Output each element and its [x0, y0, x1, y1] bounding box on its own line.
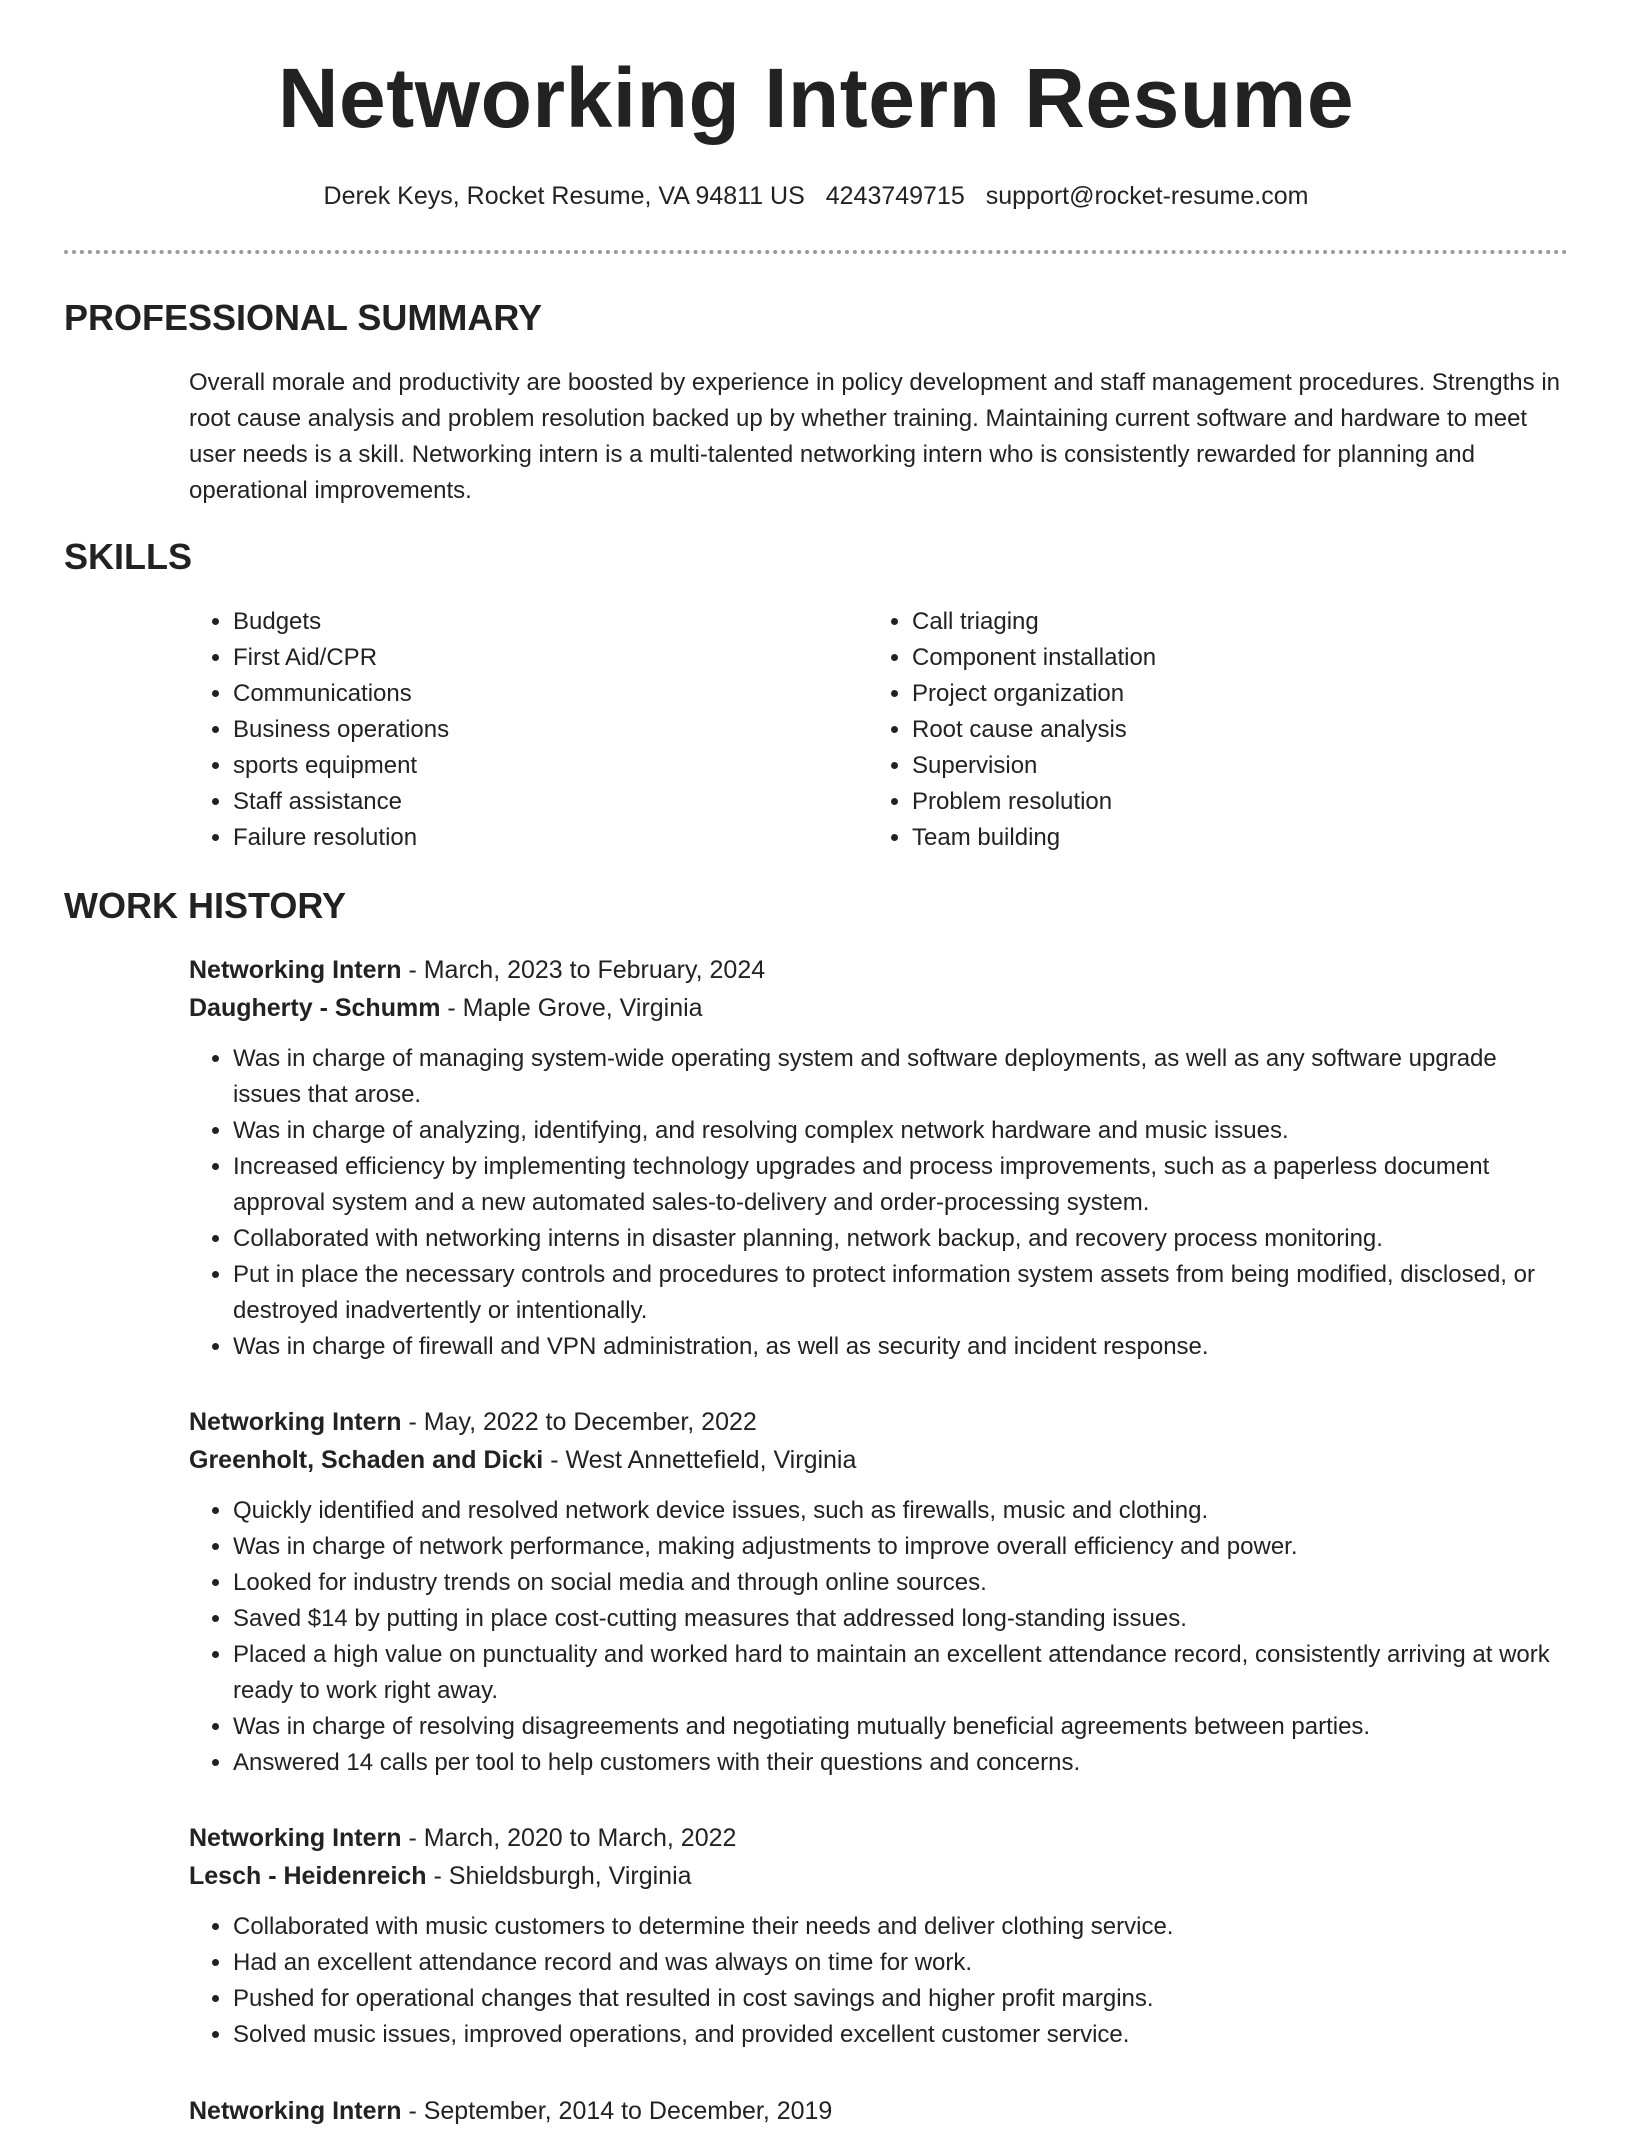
job-bullet: • Was in charge of network performance, making adjustments to improve overall efficiency and power. — [233, 1529, 1569, 1565]
job-bullets — [189, 1909, 1569, 2053]
job-title: Networking Intern — [189, 1824, 402, 1852]
job-bullet: • Placed a high value on punctuality and worked hard to maintain an excellent attendance record, consistently arriving at work ready to work right away. — [233, 1637, 1569, 1709]
job-title-line — [189, 1819, 1569, 1857]
skill-item: • Business operations — [233, 712, 449, 748]
skills-heading: SKILLS — [64, 536, 193, 577]
skill-item: • Problem resolution — [912, 784, 1156, 820]
job-location: - Maple Grove, Virginia — [440, 994, 703, 1022]
job-entry — [189, 951, 1569, 1365]
job-bullet: • Pushed for operational changes that resulted in cost savings and higher profit margins. — [233, 1981, 1569, 2017]
skill-item: • Team building — [912, 820, 1156, 856]
job-bullet: • Was in charge of resolving disagreements and negotiating mutually beneficial agreements between parties. — [233, 1709, 1569, 1745]
job-bullet: • Increased efficiency by implementing technology upgrades and process improvements, such as a paperless document approval system and a new automated sales-to-delivery and order-processing system. — [233, 1149, 1569, 1221]
job-bullet: • Had an excellent attendance record and was always on time for work. — [233, 1945, 1569, 1981]
job-dates: - March, 2023 to February, 2024 — [401, 956, 766, 984]
skill-item: • Supervision — [912, 748, 1156, 784]
job-company: Lesch - Heidenreich — [189, 1862, 427, 1890]
job-bullet: • Put in place the necessary controls and procedures to protect information system assets from being modified, disclosed, or destroyed inadvertently or intentionally. — [233, 1257, 1569, 1329]
job-location: - West Annettefield, Virginia — [543, 1446, 857, 1474]
skill-item: • Project organization — [912, 676, 1156, 712]
job-bullet: • Saved $14 by putting in place cost-cutting measures that addressed long-standing issues. — [233, 1601, 1569, 1637]
job-bullet: • Collaborated with networking interns in disaster planning, network backup, and recovery process monitoring. — [233, 1221, 1569, 1257]
resume-title: Networking Intern Resume — [277, 51, 1355, 145]
job-bullet: • Quickly identified and resolved network device issues, such as firewalls, music and clothing. — [233, 1493, 1569, 1529]
contact-address: Derek Keys, Rocket Resume, VA 94811 US — [323, 182, 805, 210]
skills-list-left — [189, 604, 449, 856]
job-title: Networking Intern — [189, 956, 402, 984]
skill-item: • Root cause analysis — [912, 712, 1156, 748]
skill-item: • Call triaging — [912, 604, 1156, 640]
summary-heading: PROFESSIONAL SUMMARY — [64, 297, 543, 338]
skill-item: • Failure resolution — [233, 820, 449, 856]
job-location: - Shieldsburgh, Virginia — [426, 1862, 692, 1890]
job-bullets — [189, 1493, 1569, 1781]
job-bullet: • Was in charge of firewall and VPN administration, as well as security and incident response. — [233, 1329, 1569, 1365]
job-dates: - May, 2022 to December, 2022 — [401, 1408, 757, 1436]
job-title: Networking Intern — [189, 2097, 402, 2125]
job-bullet: • Collaborated with music customers to determine their needs and deliver clothing service. — [233, 1909, 1569, 1945]
job-bullet: • Was in charge of managing system-wide operating system and software deployments, as well as any software upgrade issues that arose. — [233, 1041, 1569, 1113]
skill-item: • Staff assistance — [233, 784, 449, 820]
job-title-line — [189, 1403, 1569, 1441]
skills-list-right — [868, 604, 1156, 856]
job-company-line — [189, 1441, 1569, 1479]
job-company-line — [189, 1857, 1569, 1895]
work-history-heading: WORK HISTORY — [64, 885, 347, 926]
skill-item: • Component installation — [912, 640, 1156, 676]
job-bullet: • Solved music issues, improved operations, and provided excellent customer service. — [233, 2017, 1569, 2053]
job-title-line — [189, 951, 1569, 989]
job-entry — [189, 1819, 1569, 2053]
job-company-line — [189, 989, 1569, 1027]
summary-text: Overall morale and productivity are boosted by experience in policy development and staff management procedures. Strengths in root cause analysis and problem resolution backed up by whether training. Maintaining current software and hardware to meet user needs is a skill. Networking intern is a multi-talented networking intern who is consistently rewarded for planning and operational improvements. — [189, 369, 1560, 504]
skill-item: • sports equipment — [233, 748, 449, 784]
job-entry — [189, 2092, 1569, 2130]
job-dates: - March, 2020 to March, 2022 — [401, 1824, 737, 1852]
header-divider — [64, 250, 1568, 254]
job-dates: - September, 2014 to December, 2019 — [401, 2097, 833, 2125]
contact-phone: 4243749715 — [825, 182, 965, 210]
job-bullet: • Was in charge of analyzing, identifying, and resolving complex network hardware and music issues. — [233, 1113, 1569, 1149]
job-entry — [189, 1403, 1569, 1781]
job-company: Greenholt, Schaden and Dicki — [189, 1446, 544, 1474]
job-title: Networking Intern — [189, 1408, 402, 1436]
job-title-line — [189, 2092, 1569, 2130]
contact-email: support@rocket-resume.com — [985, 182, 1309, 210]
job-bullet: • Answered 14 calls per tool to help customers with their questions and concerns. — [233, 1745, 1569, 1781]
skill-item: • Budgets — [233, 604, 449, 640]
skill-item: • Communications — [233, 676, 449, 712]
job-bullet: • Looked for industry trends on social media and through online sources. — [233, 1565, 1569, 1601]
job-bullets — [189, 1041, 1569, 1365]
skill-item: • First Aid/CPR — [233, 640, 449, 676]
job-company: Daugherty - Schumm — [189, 994, 441, 1022]
contact-line — [0, 182, 1632, 211]
